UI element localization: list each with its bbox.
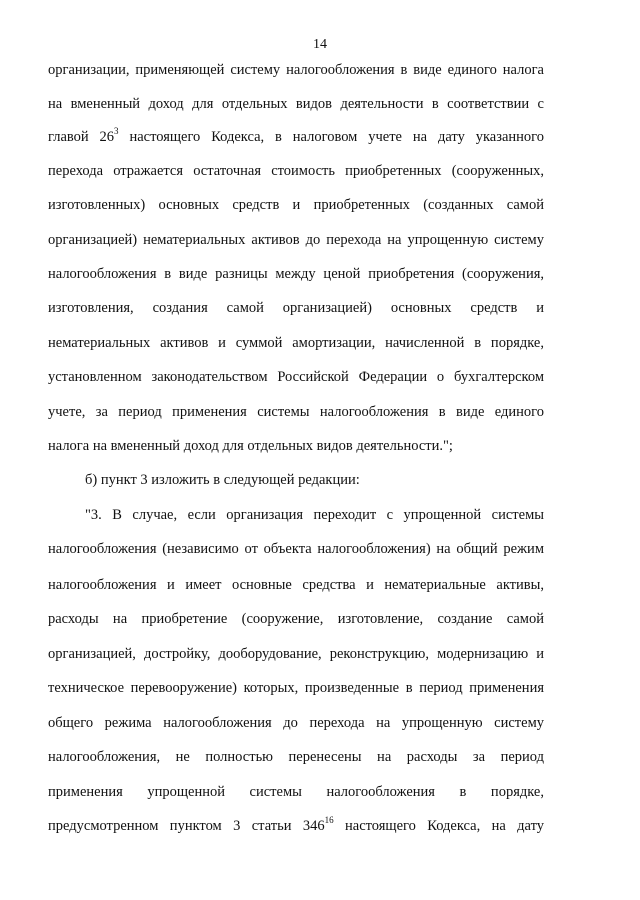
text-line: учете, за период применения системы налогообложения в виде единого xyxy=(48,404,544,420)
text-line: налогообложения и имеет основные средства и нематериальные активы, xyxy=(48,577,544,593)
text-line xyxy=(48,128,544,146)
text-line: налогообложения (независимо от объекта налогообложения) на общий режим xyxy=(48,541,544,557)
text-line: "3. В случае, если организация переходит с упрощенной системы xyxy=(85,507,544,523)
text-line: нематериальных активов и суммой амортизации, начисленной в порядке, xyxy=(48,335,544,351)
text-line: установленном законодательством Российской Федерации о бухгалтерском xyxy=(48,369,544,385)
text-line: на вмененный доход для отдельных видов деятельности в соответствии с xyxy=(48,96,544,112)
text-fragment: настоящего Кодекса, в налоговом учете на дату указанного xyxy=(118,129,544,145)
text-line: общего режима налогообложения до перехода на упрощенную систему xyxy=(48,715,544,731)
text-line: налога на вмененный доход для отдельных видов деятельности."; xyxy=(48,438,453,454)
text-line: организации, применяющей систему налогообложения в виде единого налога xyxy=(48,62,544,78)
text-line: налогообложения в виде разницы между ценой приобретения (сооружения, xyxy=(48,266,544,282)
text-line: организацией) нематериальных активов до перехода на упрощенную систему xyxy=(48,232,544,248)
text-line xyxy=(48,817,544,835)
text-fragment: главой 26 xyxy=(48,129,115,145)
text-line: организацией, достройку, дооборудование, реконструкцию, модернизацию и xyxy=(48,646,544,662)
text-line: перехода отражается остаточная стоимость приобретенных (сооруженных, xyxy=(48,163,544,179)
text-line: техническое перевооружение) которых, произведенные в период применения xyxy=(48,680,544,696)
text-line: применения упрощенной системы налогообложения в порядке, xyxy=(48,784,544,800)
text-line: изготовленных) основных средств и приобретенных (созданных самой xyxy=(48,197,544,213)
text-fragment: предусмотренном пунктом 3 статьи 346 xyxy=(48,818,325,834)
superscript: 16 xyxy=(324,815,334,826)
text-line: б) пункт 3 изложить в следующей редакции: xyxy=(85,472,360,488)
text-line: расходы на приобретение (сооружение, изготовление, создание самой xyxy=(48,611,544,627)
text-line: изготовления, создания самой организацией) основных средств и xyxy=(48,300,544,316)
text-fragment: настоящего Кодекса, на дату xyxy=(333,818,544,834)
superscript: 3 xyxy=(114,126,119,137)
text-line: налогообложения, не полностью перенесены на расходы за период xyxy=(48,749,544,765)
page-number: 14 xyxy=(313,37,327,52)
